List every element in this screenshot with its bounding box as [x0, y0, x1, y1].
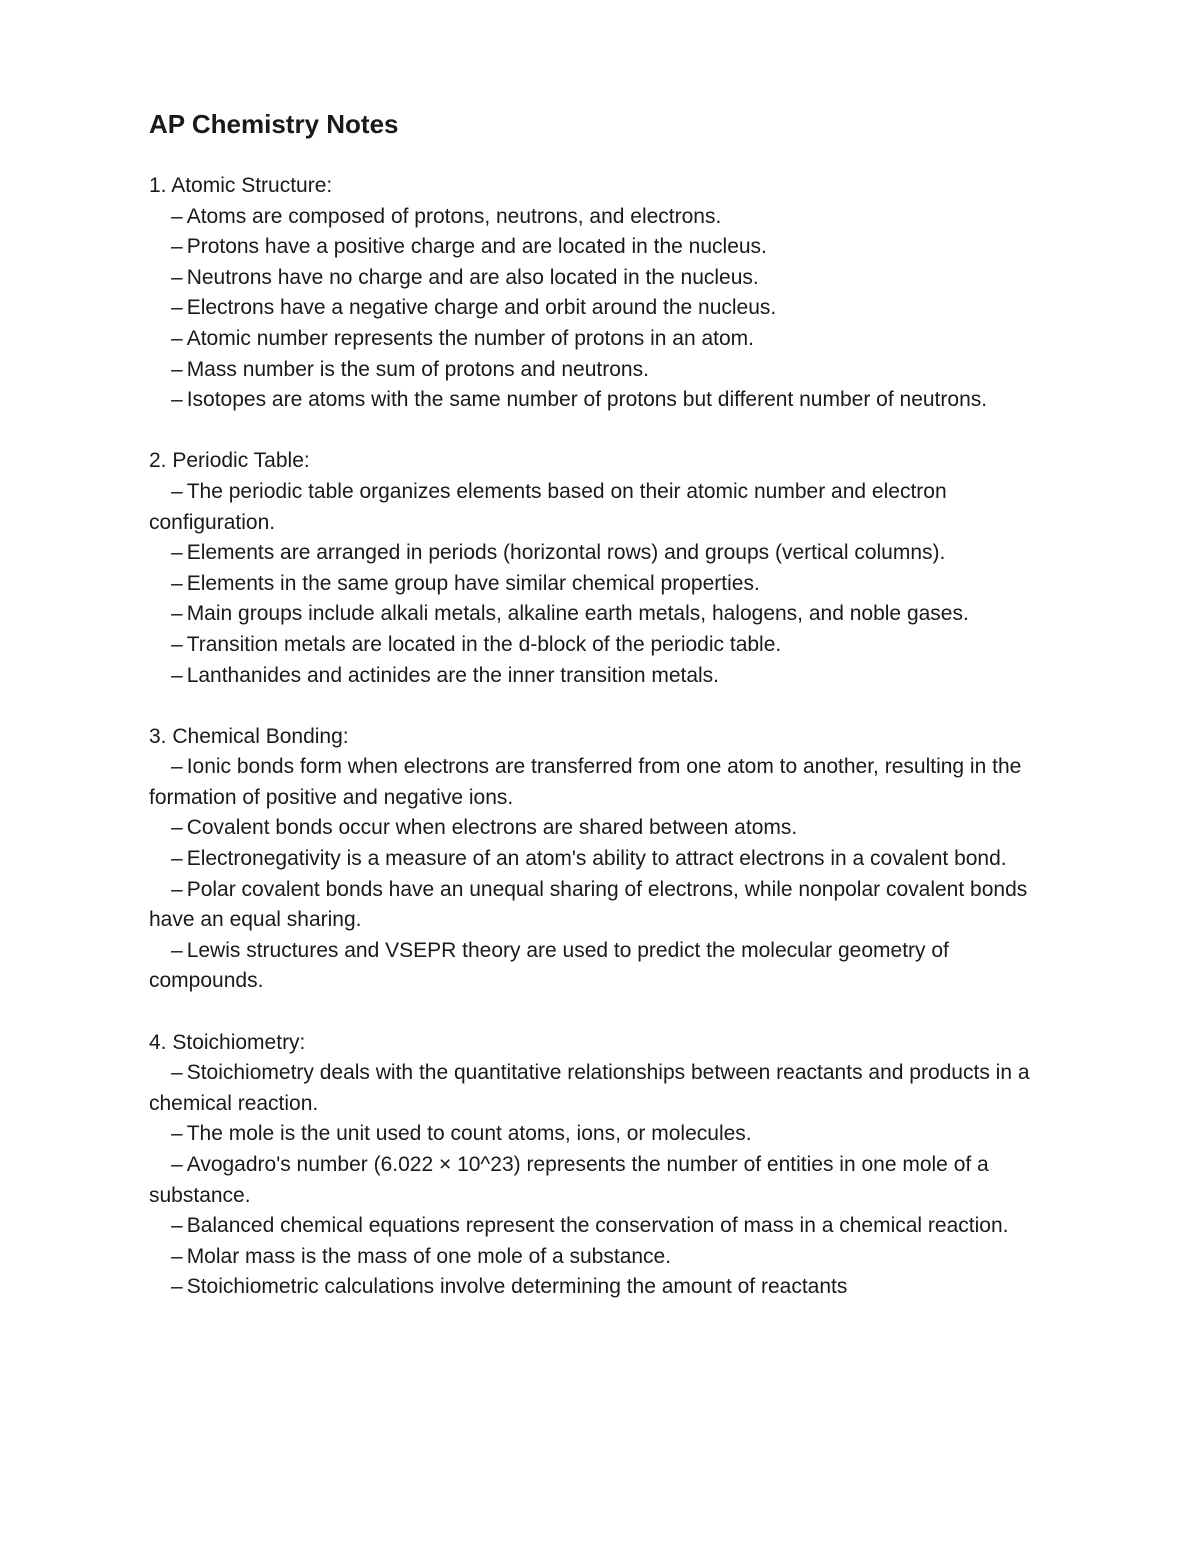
list-item-text: Electrons have a negative charge and orbit around the nucleus.: [186, 296, 777, 320]
section-heading: 2. Periodic Table:: [149, 449, 310, 473]
list-item: [149, 844, 1059, 875]
list-item-text: Lanthanides and actinides are the inner transition metals.: [186, 663, 720, 687]
list-item-text: Isotopes are atoms with the same number of protons but different number of neutrons.: [186, 388, 988, 412]
section-heading: 1. Atomic Structure:: [149, 174, 333, 197]
bullet-dash: –: [171, 847, 183, 871]
section-heading: 4. Stoichiometry:: [149, 1030, 306, 1054]
list-item: [149, 324, 1059, 355]
list-item-text: Electronegativity is a measure of an atom's ability to attract electrons in a covalent bond.: [186, 847, 1007, 871]
list-item-text: Molar mass is the mass of one mole of a substance.: [186, 1244, 672, 1268]
list-item-text: Protons have a positive charge and are located in the nucleus.: [186, 235, 767, 259]
list-item: [149, 1150, 1059, 1211]
bullet-dash: –: [171, 326, 183, 350]
list-item: [149, 813, 1059, 844]
list-item: [149, 1119, 1059, 1150]
list-item-text: The mole is the unit used to count atoms, ions, or molecules.: [186, 1122, 752, 1146]
list-item: [149, 293, 1059, 324]
list-item: [149, 752, 1059, 813]
bullet-dash: –: [171, 265, 183, 289]
section-chemical-bonding: [149, 722, 1059, 997]
bullet-list: [149, 752, 1059, 997]
document-page: [149, 108, 1059, 1334]
list-item: [149, 477, 1059, 538]
bullet-dash: –: [171, 388, 183, 412]
section-heading: 3. Chemical Bonding:: [149, 724, 349, 748]
list-item: [149, 232, 1059, 263]
list-item-text: Atomic number represents the number of protons in an atom.: [186, 326, 754, 350]
list-item: [149, 538, 1059, 569]
bullet-dash: –: [171, 479, 183, 503]
list-item: [149, 569, 1059, 600]
list-item: [149, 1211, 1059, 1242]
bullet-list: [149, 1058, 1059, 1303]
bullet-dash: –: [171, 1275, 183, 1299]
list-item: [149, 1058, 1059, 1119]
list-item: [149, 875, 1059, 936]
list-item: [149, 599, 1059, 630]
list-item-text: Elements in the same group have similar chemical properties.: [186, 571, 760, 595]
list-item-text: Polar covalent bonds have an unequal sharing of electrons, while nonpolar covalent bonds have an equal sharing.: [149, 877, 1028, 932]
bullet-dash: –: [171, 541, 183, 565]
bullet-dash: –: [171, 1244, 183, 1268]
bullet-dash: –: [171, 1061, 183, 1085]
list-item: [149, 1242, 1059, 1273]
bullet-dash: –: [171, 663, 183, 687]
bullet-dash: –: [171, 816, 183, 840]
list-item-text: Mass number is the sum of protons and neutrons.: [186, 357, 649, 381]
bullet-dash: –: [171, 235, 183, 259]
bullet-dash: –: [171, 1153, 183, 1176]
list-item-text: Atoms are composed of protons, neutrons, and electrons.: [186, 204, 722, 228]
bullet-dash: –: [171, 602, 183, 626]
list-item-text: Main groups include alkali metals, alkaline earth metals, halogens, and noble gases.: [186, 602, 969, 626]
section-atomic-structure: [149, 171, 1059, 416]
list-item-text: Transition metals are located in the d-block of the periodic table.: [186, 632, 782, 656]
document-title: AP Chemistry Notes: [149, 109, 399, 139]
bullet-dash: –: [171, 755, 183, 779]
list-item: [149, 630, 1059, 661]
list-item: [149, 355, 1059, 386]
list-item: [149, 385, 1059, 416]
list-item-text: The periodic table organizes elements based on their atomic number and electron configuration.: [149, 479, 947, 534]
list-item-text: Neutrons have no charge and are also located in the nucleus.: [186, 265, 759, 289]
list-item-text: Elements are arranged in periods (horizontal rows) and groups (vertical columns).: [186, 541, 946, 565]
list-item: [149, 661, 1059, 692]
list-item: [149, 1272, 1059, 1303]
section-stoichiometry: [149, 1028, 1059, 1303]
bullet-dash: –: [171, 938, 183, 962]
bullet-dash: –: [171, 1214, 183, 1238]
bullet-dash: –: [171, 877, 183, 901]
list-item: [149, 263, 1059, 294]
bullet-dash: –: [171, 357, 183, 381]
list-item-text: Covalent bonds occur when electrons are shared between atoms.: [186, 816, 798, 840]
list-item-text: Avogadro's number (6.022 × 10^23) represents the number of entities in one mole of a substance.: [149, 1153, 989, 1207]
bullet-list: [149, 477, 1059, 691]
list-item-text: Lewis structures and VSEPR theory are used to predict the molecular geometry of compounds.: [149, 938, 949, 993]
bullet-dash: –: [171, 204, 183, 228]
bullet-dash: –: [171, 1122, 183, 1146]
list-item: [149, 936, 1059, 997]
section-periodic-table: [149, 446, 1059, 691]
list-item-text: Stoichiometric calculations involve determining the amount of reactants: [186, 1275, 848, 1299]
list-item-text: Balanced chemical equations represent the conservation of mass in a chemical reaction.: [186, 1214, 1009, 1238]
bullet-dash: –: [171, 571, 183, 595]
list-item-text: Ionic bonds form when electrons are transferred from one atom to another, resulting in the formation of positive and negative ions.: [149, 755, 1022, 809]
list-item-text: Stoichiometry deals with the quantitative relationships between reactants and products in a chemical reaction.: [149, 1061, 1030, 1115]
bullet-list: [149, 202, 1059, 416]
bullet-dash: –: [171, 632, 183, 656]
list-item: [149, 202, 1059, 233]
bullet-dash: –: [171, 296, 183, 320]
